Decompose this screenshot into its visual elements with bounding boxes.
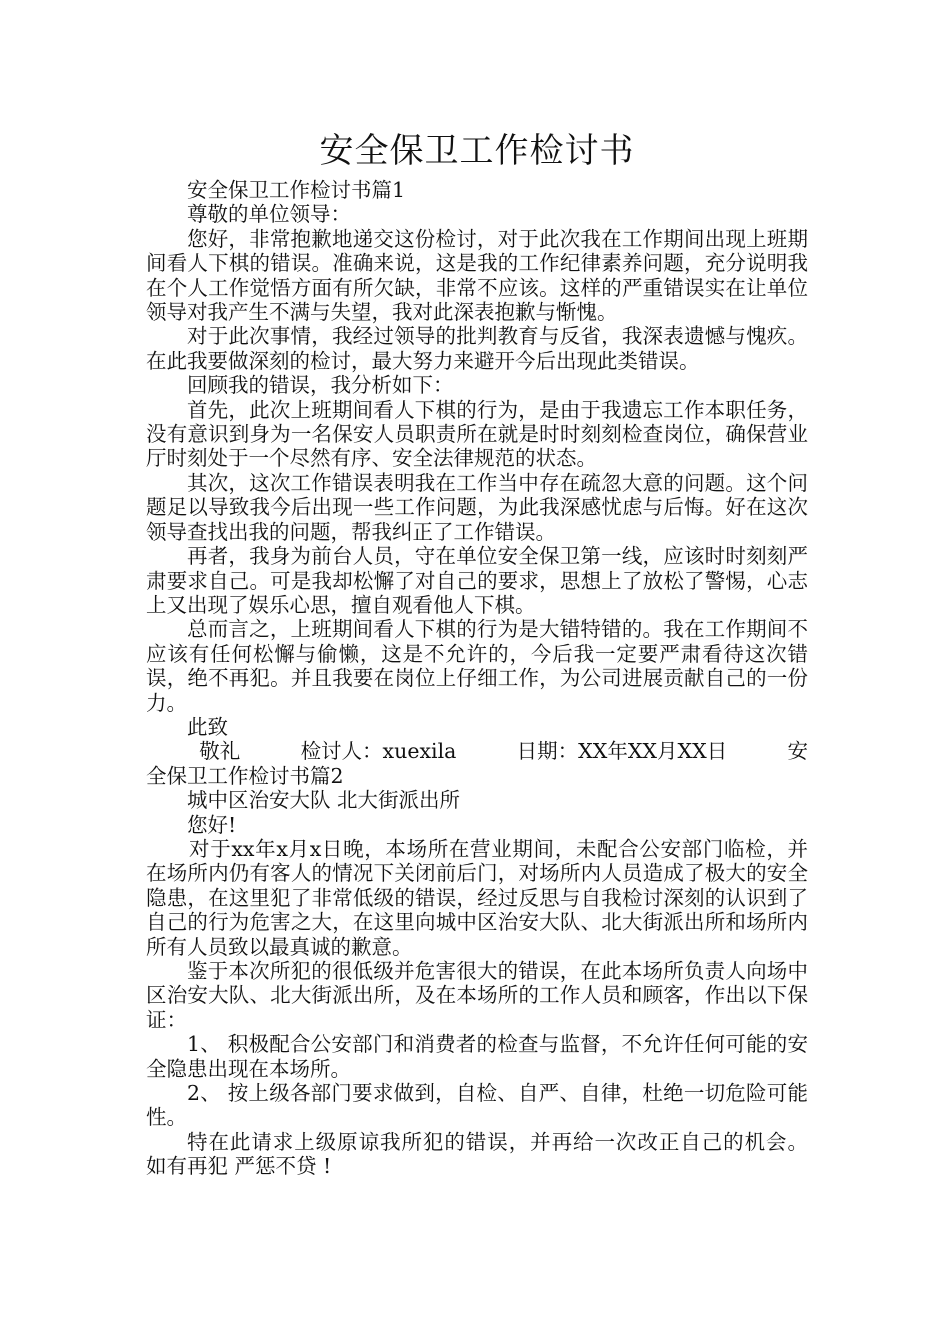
- paragraph: 首先，此次上班期间看人下棋的行为，是由于我遗忘工作本职任务，没有意识到身为一名保安人员职责所在就是时时刻刻检查岗位，确保营业厅时刻处于一个尽然有序、安全法律规范的状态。: [146, 397, 808, 471]
- salute-text: 敬礼: [199, 739, 241, 764]
- section-heading-2-rest: 全保卫工作检讨书篇2: [146, 763, 344, 788]
- paragraph: 其次，这次工作错误表明我在工作当中存在疏忽大意的问题。这个问题足以导致我今后出现一些工作问题，为此我深感忧虑与后悔。好在这次领导查找出我的问题，帮我纠正了工作错误。: [146, 470, 808, 544]
- paragraph: 回顾我的错误，我分析如下：: [187, 373, 454, 398]
- date-text: 日期：XX年XX月XX日: [516, 739, 728, 764]
- paragraph: 再者，我身为前台人员，守在单位安全保卫第一线，应该时时刻刻严肃要求自己。可是我却松懈了对自己的要求，思想上了放松了警惕，心志上又出现了娱乐心思，擅自观看他人下棋。: [146, 544, 808, 617]
- section-heading-2-start: 安: [787, 739, 808, 764]
- list-item: 1、 积极配合公安部门和消费者的检查与监督，不允许任何可能的安全隐患出现在本场所。: [146, 1032, 808, 1081]
- paragraph: 对于xx年x月x日晚，本场所在营业期间，未配合公安部门临检，并在场所内仍有客人的情况下关闭前后门，对场所内人员造成了极大的安全隐患，在这里犯了非常低级的错误，经过反思与自我检讨深刻的认识到了自己的行为危害之大，在这里向城中区治安大队、北大街派出所和场所内所有人员致以最真诚的歉意。: [146, 836, 808, 959]
- closing-line: 此致: [187, 714, 228, 739]
- paragraph: 您好，非常抱歉地递交这份检讨，对于此次我在工作期间出现上班期间看人下棋的错误。准确来说，这是我的工作纪律素养问题，充分说明我在个人工作觉悟方面有所欠缺，非常不应该。这样的严重错误实在让单位领导对我产生不满与失望，我对此深表抱歉与惭愧。: [146, 226, 808, 325]
- paragraph: 特在此请求上级原谅我所犯的错误，并再给一次改正自己的机会。 如有再犯 严惩不贷 !: [146, 1129, 808, 1179]
- paragraph: 对于此次事情，我经过领导的批判教育与反省，我深表遗憾与愧疚。在此我要做深刻的检讨，最大努力来避开今后出现此类错误。: [146, 324, 808, 373]
- list-item: 2、 按上级各部门要求做到，自检、自严、自律，杜绝一切危险可能性。: [146, 1081, 808, 1130]
- page-title: 安全保卫工作检讨书: [319, 131, 635, 171]
- greeting: 您好!: [187, 812, 237, 837]
- document-page: [146, 128, 808, 1179]
- reviewer-text: 检讨人：xuexila: [300, 739, 457, 764]
- paragraph: 鉴于本次所犯的很低级并危害很大的错误，在此本场所负责人向场中区治安大队、北大街派出所，及在本场所的工作人员和顾客，作出以下保证：: [146, 959, 808, 1032]
- salutation: 尊敬的单位领导：: [187, 202, 351, 227]
- paragraph: 总而言之，上班期间看人下棋的行为是大错特错的。我在工作期间不应该有任何松懈与偷懒，这是不允许的，今后我一定要严肃看待这次错误，绝不再犯。并且我要在岗位上仔细工作，为公司进展贡献自己的一份力。: [146, 617, 808, 715]
- signature-line: [146, 739, 808, 763]
- addressee: 城中区治安大队 北大街派出所: [187, 788, 461, 813]
- section-heading-1: 安全保卫工作检讨书篇1: [187, 178, 406, 202]
